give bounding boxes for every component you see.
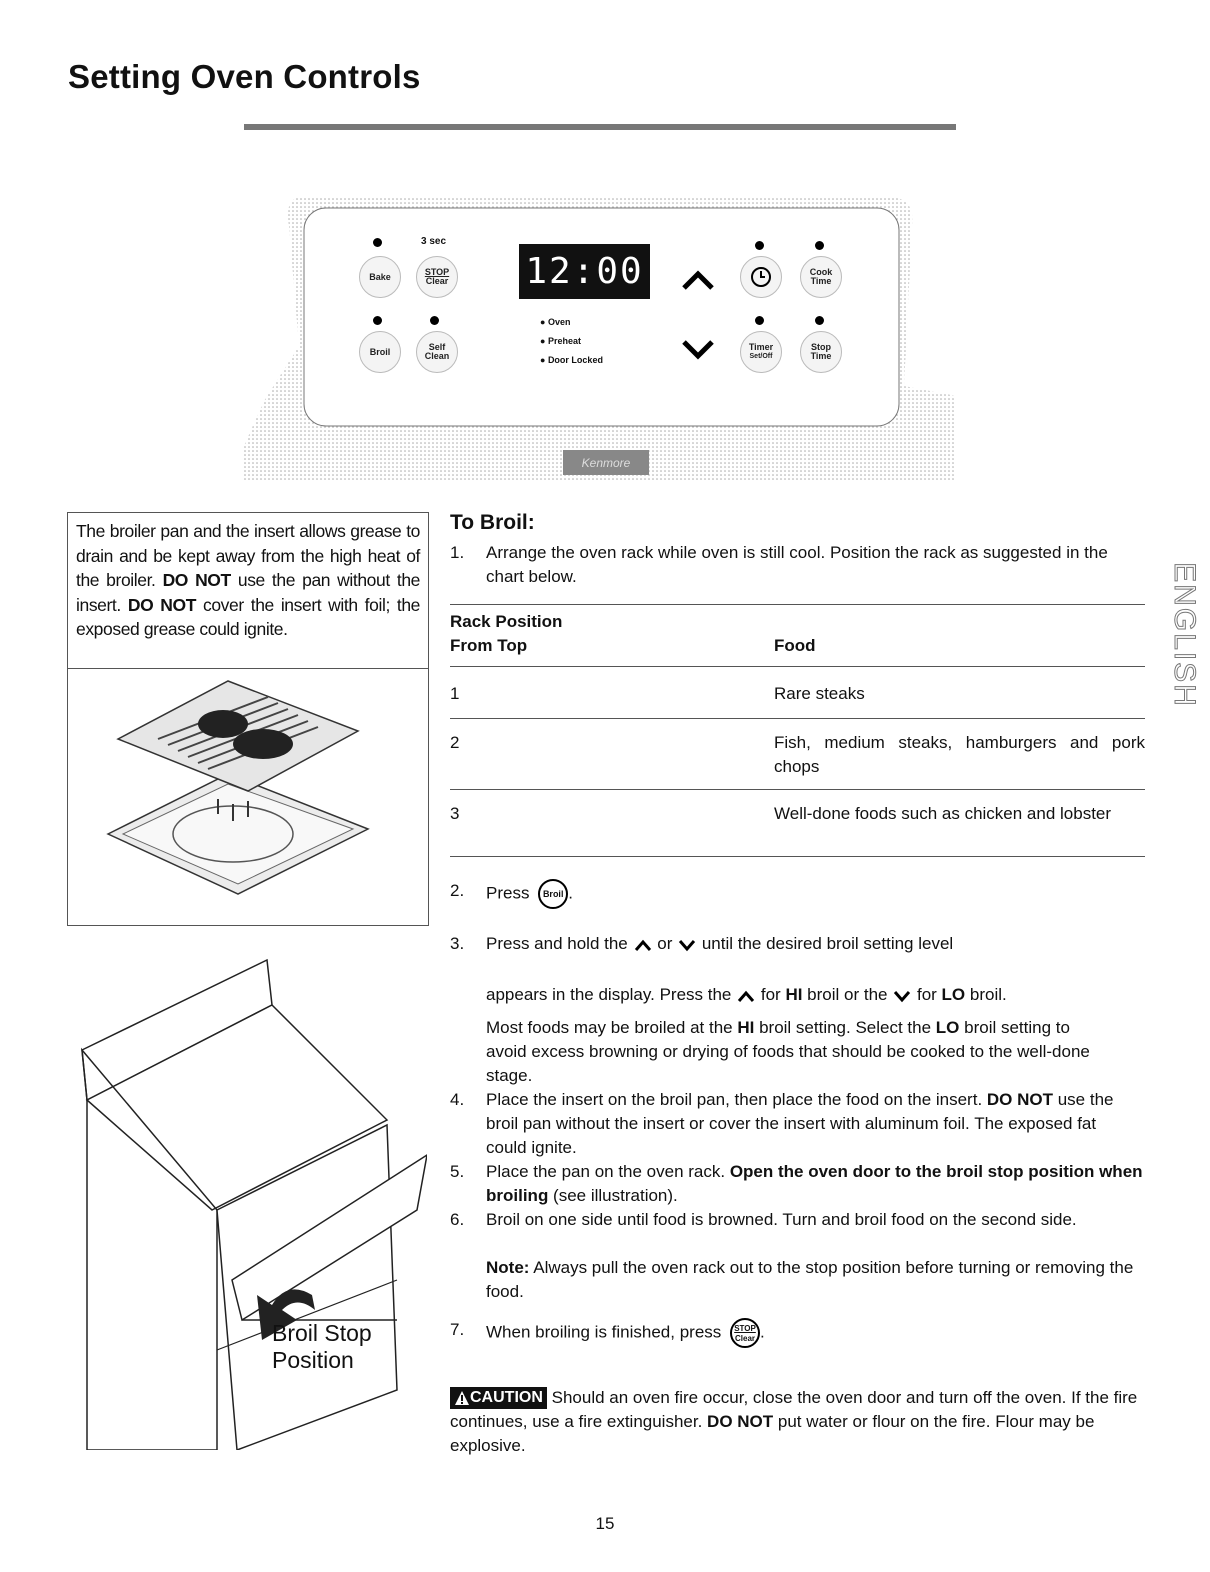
language-side-tab: ENGLISH — [1168, 562, 1201, 708]
down-arrow-button[interactable] — [674, 326, 722, 374]
control-panel-illustration — [244, 186, 956, 481]
self-clean-button[interactable]: Self Clean — [416, 331, 458, 373]
table-top-rule — [450, 604, 1145, 605]
up-arrow-button[interactable] — [674, 256, 722, 304]
table-row-rule — [450, 718, 1145, 719]
brand-logo: Kenmore — [563, 450, 649, 475]
table-row-3-food: Well-done foods such as chicken and lobster — [774, 804, 1112, 823]
broil-button[interactable]: Broil — [359, 331, 401, 373]
broiler-pan-illustration — [68, 669, 428, 925]
clock-icon — [750, 266, 772, 288]
step-3: 3. Press and hold the or until the desired broil setting level — [450, 934, 954, 953]
timer-indicator-dot — [755, 316, 764, 325]
clock-button[interactable] — [740, 256, 782, 298]
table-bottom-rule — [450, 856, 1145, 857]
page-number: 15 — [595, 1514, 615, 1533]
caution-badge: CAUTION — [450, 1387, 547, 1409]
broiler-pan-box — [67, 512, 429, 926]
cook-time-indicator-dot — [815, 241, 824, 250]
table-row-1-food: Rare steaks — [774, 684, 865, 703]
table-header-food: Food — [774, 636, 816, 655]
up-arrow-icon — [633, 938, 653, 952]
step-3-continued: appears in the display. Press the for HI broil or the for LO broil. — [486, 985, 1007, 1004]
table-header-rule — [450, 666, 1145, 667]
preheat-indicator: ● Preheat — [540, 336, 581, 346]
stop-time-button[interactable]: Stop Time — [800, 331, 842, 373]
step-1: 1. Arrange the oven rack while oven is still cool. Position the rack as suggested in the chart below. — [450, 543, 1108, 586]
step-7: 7. When broiling is finished, press STOP Clear . — [450, 1318, 1150, 1352]
broil-indicator-dot — [373, 316, 382, 325]
oven-indicator: ● Oven — [540, 317, 571, 327]
door-locked-indicator: ● Door Locked — [540, 355, 603, 365]
down-arrow-icon — [677, 938, 697, 952]
step-6-note: Note: Always pull the oven rack out to the stop position before turning or removing the food. — [486, 1258, 1134, 1301]
step-4: 4. Place the insert on the broil pan, then place the food on the insert. DO NOT use the broil pan without the insert or cover the insert with aluminum foil. The exposed fat could ignite. — [450, 1090, 1114, 1157]
title-rule — [244, 124, 956, 130]
step-2: 2. Press Broil . — [450, 879, 1150, 909]
step-5: 5. Place the pan on the oven rack. Open the oven door to the broil stop position when broiling (see illustration). — [450, 1162, 1143, 1205]
stop-clear-button[interactable]: STOP Clear — [416, 256, 458, 298]
broil-stop-label: Broil Stop Position — [272, 1320, 372, 1373]
stop-clear-button-icon: STOP Clear — [730, 1318, 760, 1348]
warning-icon — [454, 1390, 470, 1406]
table-row-2-food: Fish, medium steaks, hamburgers and pork chops — [774, 733, 1145, 776]
stop-time-indicator-dot — [815, 316, 824, 325]
bake-indicator-dot — [373, 238, 382, 247]
lock-hold-label: 3 sec — [421, 236, 447, 247]
table-row-1-position: 1 — [450, 684, 460, 703]
clock-display: 12:00 — [519, 244, 650, 299]
oven-broil-stop-illustration — [67, 950, 427, 1450]
table-row-rule — [450, 789, 1145, 790]
down-arrow-icon — [892, 989, 912, 1003]
section-heading: To Broil: — [450, 511, 535, 534]
table-header-position: Rack Position From Top — [450, 612, 563, 655]
step-6: 6. Broil on one side until food is browned. Turn and broil food on the second side. — [450, 1210, 1077, 1229]
broil-button-icon: Broil — [538, 879, 568, 909]
up-arrow-icon — [681, 269, 715, 291]
bake-button[interactable]: Bake — [359, 256, 401, 298]
table-row-3-position: 3 — [450, 804, 460, 823]
page-title: Setting Oven Controls — [68, 58, 421, 95]
down-arrow-icon — [681, 339, 715, 361]
timer-button[interactable]: Timer Set/Off — [740, 331, 782, 373]
clock-indicator-dot — [755, 241, 764, 250]
cook-time-button[interactable]: Cook Time — [800, 256, 842, 298]
self-clean-indicator-dot — [430, 316, 439, 325]
caution-notice: CAUTION Should an oven fire occur, close the oven door and turn off the oven. If the fire continues, use a fire extinguisher. DO NOT put water or flour on the fire. Flour may be explosive. — [450, 1388, 1138, 1455]
table-row-2-position: 2 — [450, 733, 460, 752]
broiler-pan-note: The broiler pan and the insert allows grease to drain and be kept away from the high heat of the broiler. DO NOT use the pan without the insert. DO NOT cover the insert with foil; the exposed grease could ignite. — [76, 521, 421, 639]
up-arrow-icon — [736, 989, 756, 1003]
panel-outline — [244, 186, 956, 481]
step-3-paragraph-2: Most foods may be broiled at the HI broil setting. Select the LO broil setting to avoid excess browning or drying of foods that should be cooked to the well-done stage. — [486, 1018, 1090, 1085]
